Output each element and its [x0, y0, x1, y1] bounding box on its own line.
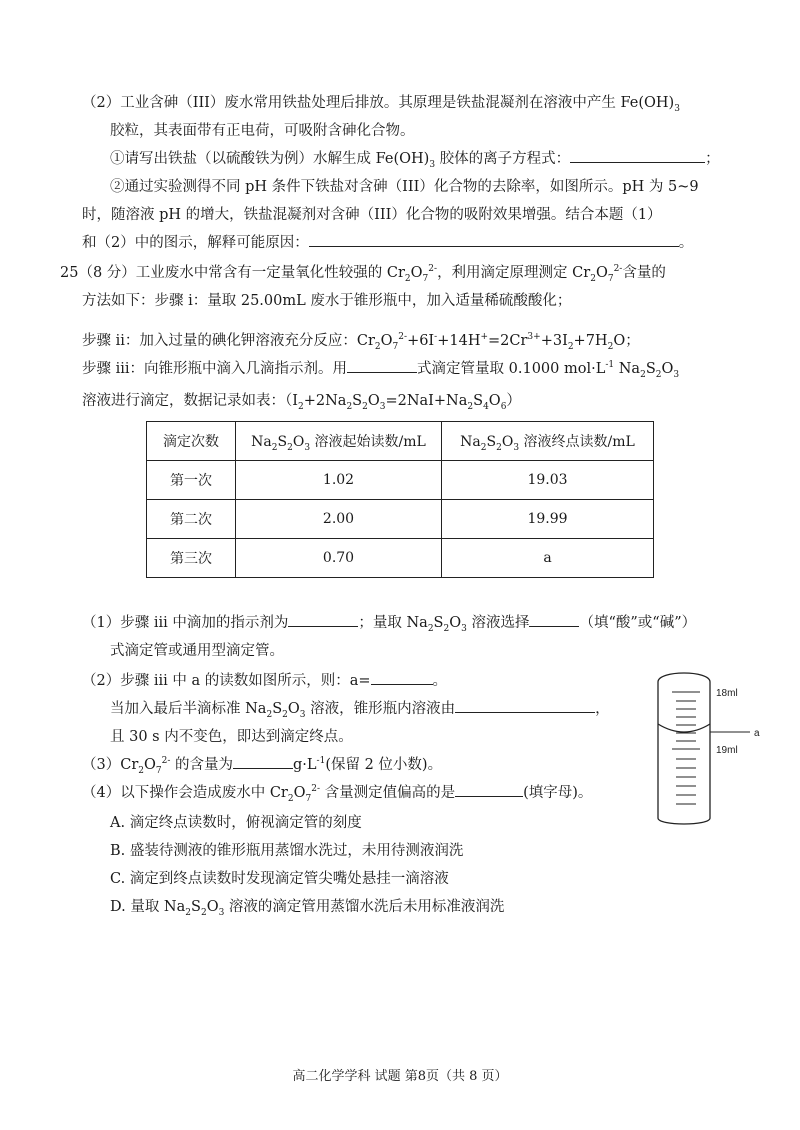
label-19ml: 19ml: [716, 745, 738, 756]
q25-line-3: 步骤 ii：加入过量的碘化钾溶液充分反应：$Cr_2O_7^{2-}+6I^-+14H^+=2Cr^{3+}+3I_2+7H_2O$；: [82, 332, 640, 352]
option-b: B. 盛装待测液的锥形瓶用蒸馏水洗过，未用待测液润洗: [110, 843, 464, 859]
answer-blank-reading-a[interactable]: [371, 670, 433, 685]
part2-line-3: ①请写出铁盐（以硫酸铁为例）水解生成 $Fe(OH)_3$ 胶体的离子方程式： ；: [110, 148, 720, 170]
answer-blank-explanation[interactable]: [309, 232, 679, 247]
label-18ml: 18ml: [716, 688, 738, 699]
part2-line-1: （2）工业含砷（III）废水常用铁盐处理后排放。其原理是铁盐混凝剂在溶液中产生 $Fe(OH)_3$: [82, 95, 680, 114]
answer-blank-content[interactable]: [233, 754, 293, 769]
label-a: a: [754, 728, 760, 739]
subquestion-3: $(3)Cr_2O_7^{2-}$ 的含量为 $g\cdot L^{-1}$(保留 2 位小数)。: [82, 754, 442, 776]
burette-top-edge: [658, 673, 710, 682]
answer-blank-acid-base[interactable]: [529, 612, 579, 627]
q25-line-2: 方法如下：步骤 i：量取 25.00mL 废水于锥形瓶中，加入适量稀硫酸酸化；: [82, 293, 572, 309]
table-header-row: [147, 422, 654, 461]
subquestion-2-line-3: 且 30 s 内不变色，即达到滴定终点。: [110, 729, 353, 745]
answer-blank-choice[interactable]: [455, 782, 523, 797]
header-trial: 滴定次数: [147, 422, 236, 461]
titration-data-table: [146, 421, 654, 578]
cell-start: 2.00: [236, 500, 442, 539]
subquestion-1-line-2: 式滴定管或通用型滴定管。: [110, 643, 284, 659]
subquestion-1-line-1: （1）步骤 iii 中滴加的指示剂为 ；量取 $Na_2S_2O_3$ 溶液选择 （填“酸”或“碱”）: [82, 612, 696, 634]
page-footer: 高二化学学科 试题 第8页（共 8 页）: [292, 1069, 508, 1084]
answer-blank-burette-type[interactable]: [347, 358, 417, 373]
cell-trial: 第一次: [147, 461, 236, 500]
cell-trial: 第二次: [147, 500, 236, 539]
table-row: [147, 461, 654, 500]
subquestion-4: （4）以下操作会造成废水中 $Cr_2O_7^{2-}$ 含量测定值偏高的是 (填字母)。: [82, 782, 592, 804]
cell-end: 19.03: [442, 461, 654, 500]
q25-line-5: 溶液进行滴定，数据记录如表：$(I_2+2Na_2S_2O_3=2NaI+Na_2S_4O_6)$: [82, 393, 521, 412]
header-start-reading: $Na_2S_2O_3$ 溶液起始读数/mL: [236, 422, 442, 461]
table-row: [147, 539, 654, 578]
cell-start: 1.02: [236, 461, 442, 500]
q25-line-1: 25（8 分）工业废水中常含有一定量氧化性较强的 $Cr_2O_7^{2-}$，利用滴定原理测定 $Cr_2O_7^{2-}$含量的: [60, 264, 666, 284]
cell-trial: 第三次: [147, 539, 236, 578]
q25-line-4: 步骤 iii：向锥形瓶中滴入几滴指示剂。用 式滴定管量取 0.1000 $mol\cdot L^{-1}$ $Na_2S_2O_3$: [82, 358, 679, 380]
option-d: D. 量取 $Na_2S_2O_3$ 溶液的滴定管用蒸馏水洗后未用标准液润洗: [110, 899, 505, 918]
answer-blank-color-change[interactable]: [455, 698, 595, 713]
burette-figure: [640, 668, 770, 828]
answer-blank-ionic-equation[interactable]: [570, 148, 705, 163]
table-row: [147, 500, 654, 539]
subquestion-2-line-1: （2）步骤 iii 中 a 的读数如图所示，则：a= 。: [82, 670, 447, 692]
header-end-reading: $Na_2S_2O_3$ 溶液终点读数/mL: [442, 422, 654, 461]
cell-end: a: [442, 539, 654, 578]
option-c: C. 滴定到终点读数时发现滴定管尖嘴处悬挂一滴溶液: [110, 871, 449, 887]
part2-line-2: 胶粒，其表面带有正电荷，可吸附含砷化合物。: [110, 123, 415, 139]
part2-line-5: 时，随溶液 pH 的增大，铁盐混凝剂对含砷（III）化合物的吸附效果增强。结合本题（1）: [82, 207, 662, 223]
answer-blank-indicator[interactable]: [288, 612, 358, 627]
subquestion-2-line-2: 当加入最后半滴标准 $Na_2S_2O_3$ 溶液，锥形瓶内溶液由 ，: [110, 698, 610, 720]
part2-line-6: 和（2）中的图示，解释可能原因： 。: [82, 232, 693, 254]
cell-end: 19.99: [442, 500, 654, 539]
part2-line-4: ②通过实验测得不同 pH 条件下铁盐对含砷（III）化合物的去除率，如图所示。pH 为 5~9: [110, 179, 699, 195]
cell-start: 0.70: [236, 539, 442, 578]
option-a: A. 滴定终点读数时，俯视滴定管的刻度: [110, 815, 362, 831]
burette-bottom-edge: [658, 818, 710, 824]
